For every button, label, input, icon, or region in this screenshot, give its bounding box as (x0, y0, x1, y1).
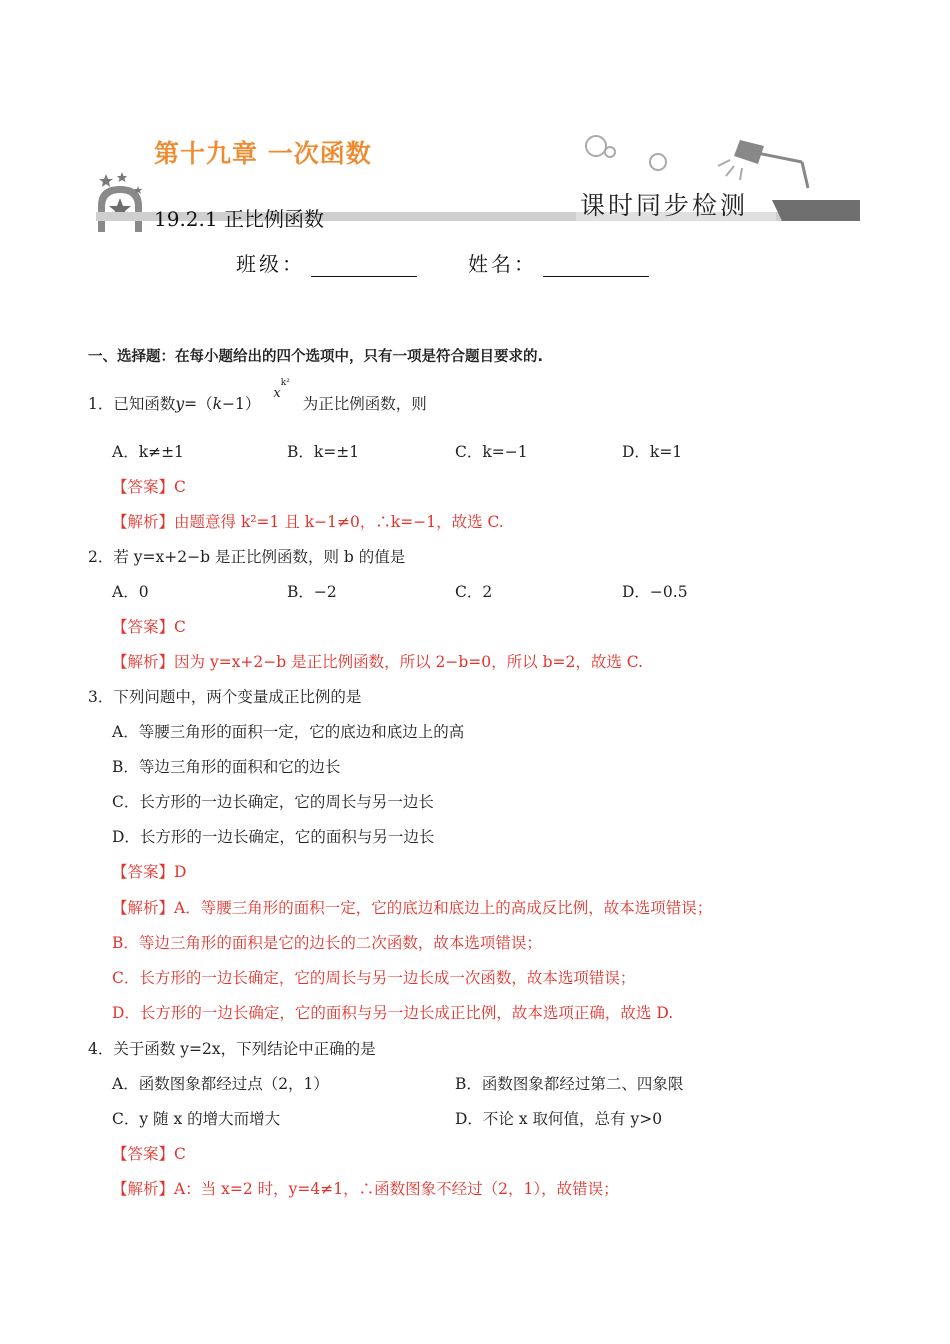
q3-option-b[interactable]: B．等边三角形的面积和它的边长 (112, 758, 341, 776)
class-label: 班级： (236, 252, 305, 276)
q2-answer-tag: 【答案】 (112, 618, 175, 636)
q2-option-a[interactable]: A．0 (112, 583, 149, 601)
section-title: 19.2.1 正比例函数 (154, 207, 324, 231)
name-field (468, 248, 649, 277)
q3-answer-tag: 【答案】 (112, 863, 175, 881)
q3-analysis-tag: 【解析】 (112, 899, 175, 917)
name-label: 姓名： (468, 252, 537, 276)
q3-option-d[interactable]: D．长方形的一边长确定，它的面积与另一边长 (112, 828, 435, 846)
q3-option-a[interactable]: A．等腰三角形的面积一定，它的底边和底边上的高 (112, 723, 465, 741)
q1-option-a[interactable]: A．k≠±1 (112, 443, 184, 461)
q4-option-a[interactable]: A．函数图象都经过点（2，1） (112, 1075, 329, 1093)
class-field (236, 248, 417, 277)
chapter-title: 第十九章 一次函数 (154, 139, 372, 168)
q3-analysis-line-4: D．长方形的一边长确定，它的面积与另一边长成正比例，故本选项正确，故选 D. (112, 1004, 674, 1022)
q2-stem: 2．若 y=x+2−b 是正比例函数，则 b 的值是 (88, 548, 406, 566)
q1-exponent: k² (280, 377, 290, 388)
q4-stem: 4．关于函数 y=2x，下列结论中正确的是 (88, 1040, 376, 1058)
name-blank[interactable] (543, 254, 649, 277)
q1-option-b[interactable]: B．k=±1 (287, 443, 360, 461)
desk-lamp-icon (580, 130, 820, 190)
brand-title: 课时同步检测 (580, 191, 749, 220)
q1-tail: −1） (222, 395, 261, 413)
q1-num: 1．已知函数 (88, 395, 176, 413)
q1-answer (112, 475, 186, 497)
q2-option-d[interactable]: D．−0.5 (622, 583, 688, 601)
q4-option-c[interactable]: C．y 随 x 的增大而增大 (112, 1110, 281, 1128)
q2-analysis-text: 因为 y=x+2−b 是正比例函数，所以 2−b=0，所以 b=2，故选 C. (174, 653, 644, 671)
q3-analysis (112, 896, 712, 918)
q1-answer-tag: 【答案】 (112, 478, 175, 496)
q1-option-d[interactable]: D．k=1 (622, 443, 683, 461)
q4-answer (112, 1142, 186, 1164)
q4-answer-value: C (174, 1145, 186, 1163)
q2-option-b[interactable]: B．−2 (287, 583, 337, 601)
class-blank[interactable] (311, 254, 417, 277)
q2-analysis-tag: 【解析】 (112, 653, 175, 671)
q4-analysis (112, 1177, 619, 1199)
q1-analysis-text: 由题意得 k²=1 且 k−1≠0，∴k=−1，故选 C. (174, 513, 504, 531)
q2-analysis (112, 650, 643, 672)
q3-answer-value: D (174, 863, 187, 881)
q3-analysis-line-1: A．等腰三角形的面积一定，它的底边和底边上的高成反比例，故本选项错误； (174, 899, 713, 917)
q1-x: x (273, 386, 281, 401)
q3-analysis-line-3: C．长方形的一边长确定，它的周长与另一边长成一次函数，故本选项错误； (112, 969, 636, 987)
q2-option-c[interactable]: C．2 (455, 583, 493, 601)
q4-option-d[interactable]: D．不论 x 取何值，总有 y>0 (455, 1110, 663, 1128)
q3-analysis-line-2: B．等边三角形的面积是它的边长的二次函数，故本选项错误； (112, 934, 542, 952)
q1-analysis-tag: 【解析】 (112, 513, 175, 531)
q1-analysis (112, 510, 504, 532)
q4-analysis-tag: 【解析】 (112, 1180, 175, 1198)
q4-answer-tag: 【答案】 (112, 1145, 175, 1163)
q1-y: y (175, 395, 185, 413)
q3-answer (112, 860, 186, 882)
q1-stem (88, 377, 427, 414)
q4-analysis-text: A：当 x=2 时，y=4≠1，∴函数图象不经过（2，1），故错误； (174, 1180, 619, 1198)
q1-option-c[interactable]: C．k=−1 (455, 443, 528, 461)
q3-option-c[interactable]: C．长方形的一边长确定，它的周长与另一边长 (112, 793, 434, 811)
q3-stem: 3．下列问题中，两个变量成正比例的是 (88, 688, 362, 706)
instructions: 一、选择题：在每小题给出的四个选项中，只有一项是符合题目要求的. (88, 349, 544, 365)
q1-answer-value: C (174, 478, 186, 496)
q4-option-b[interactable]: B．函数图象都经过第二、四象限 (455, 1075, 684, 1093)
q1-k: k (212, 395, 223, 413)
q2-answer-value: C (174, 618, 186, 636)
q2-answer (112, 615, 186, 637)
q1-eq: =（ (184, 395, 213, 413)
q1-end: 为正比例函数，则 (302, 395, 427, 413)
